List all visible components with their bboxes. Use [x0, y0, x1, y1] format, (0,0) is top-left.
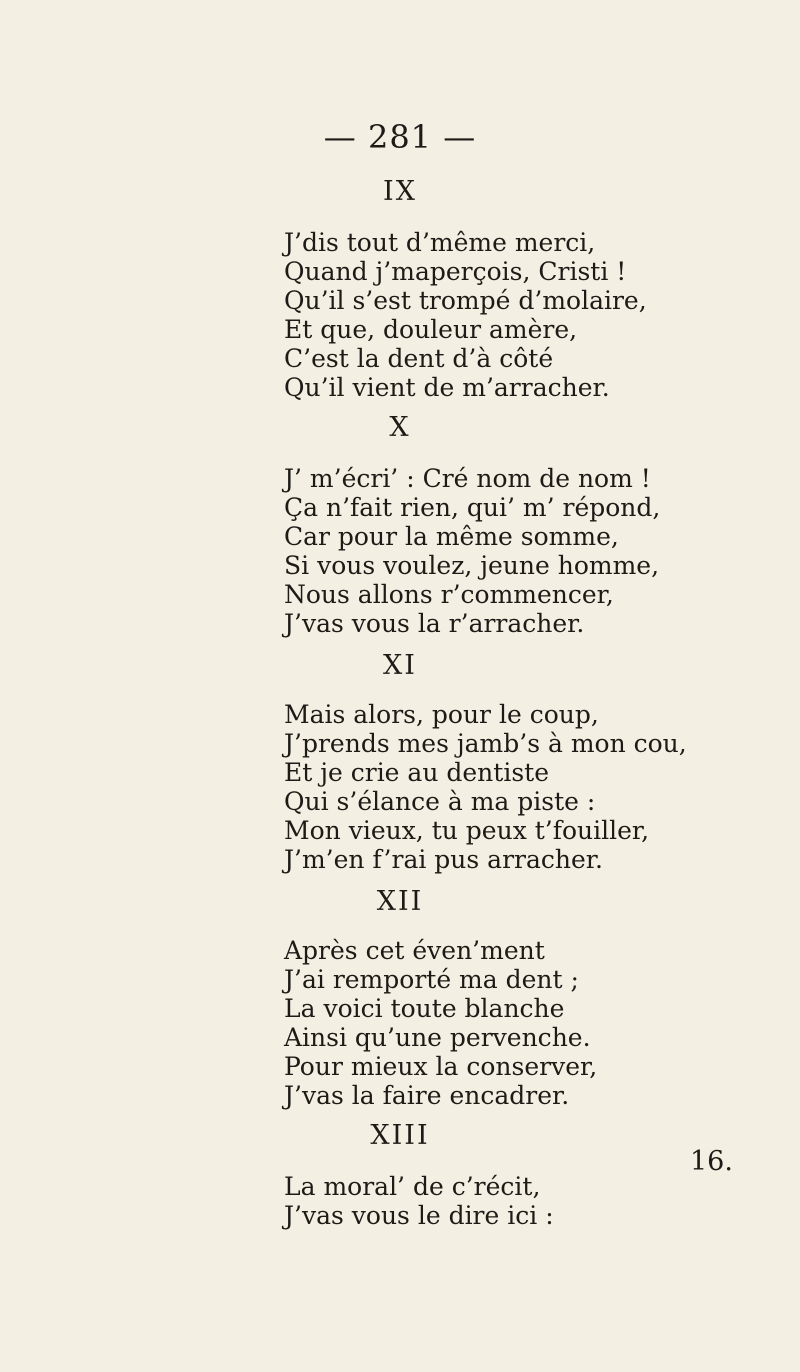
verse-line: Mais alors, pour le coup,	[284, 700, 599, 729]
verse-line: Si vous voulez, jeune homme,	[284, 551, 660, 580]
page-number: — 281 —	[323, 118, 477, 156]
stanza-x	[284, 464, 724, 638]
verse-line: J’dis tout d’même merci,	[284, 228, 596, 257]
verse-line: J’vas la faire encadrer.	[284, 1081, 570, 1110]
stanza-heading-xi: XI	[383, 650, 417, 681]
verse-line: Nous allons r’commencer,	[284, 580, 614, 609]
stanza-heading-xii: XII	[376, 886, 424, 917]
stanza-heading-x: X	[389, 412, 411, 443]
verse-line: Ainsi qu’une pervenche.	[284, 1023, 591, 1052]
verse-line: Pour mieux la conserver,	[284, 1052, 598, 1081]
verse-line: J’vas vous le dire ici :	[284, 1201, 554, 1230]
stanza-xi	[284, 700, 724, 874]
verse-line: J’m’en f’rai pus arracher.	[284, 845, 603, 874]
verse-line: Qu’il vient de m’arracher.	[284, 373, 610, 402]
verse-line: Mon vieux, tu peux t’fouiller,	[284, 816, 650, 845]
verse-line: J’ m’écri’ : Cré nom de nom !	[284, 464, 651, 493]
verse-line: Qui s’élance à ma piste :	[284, 787, 596, 816]
verse-line: Et je crie au dentiste	[284, 758, 549, 787]
verse-line: Car pour la même somme,	[284, 522, 619, 551]
signature-mark: 16.	[690, 1146, 733, 1177]
verse-line: J’vas vous la r’arracher.	[284, 609, 585, 638]
stanza-ix	[284, 228, 724, 402]
verse-line: J’prends mes jamb’s à mon cou,	[284, 729, 687, 758]
verse-line: La voici toute blanche	[284, 994, 565, 1023]
verse-line: Après cet éven’ment	[284, 936, 545, 965]
verse-line: Ça n’fait rien, qui’ m’ répond,	[284, 493, 661, 522]
stanza-heading-xiii: XIII	[370, 1120, 430, 1151]
stanza-heading-ix: IX	[383, 176, 417, 207]
verse-line: C’est la dent d’à côté	[284, 344, 554, 373]
stanza-xii	[284, 936, 724, 1110]
verse-line: Quand j’maperçois, Cristi !	[284, 257, 627, 286]
verse-line: La moral’ de c’récit,	[284, 1172, 541, 1201]
verse-line: Et que, douleur amère,	[284, 315, 578, 344]
verse-line: Qu’il s’est trompé d’molaire,	[284, 286, 647, 315]
verse-line: J’ai remporté ma dent ;	[284, 965, 579, 994]
stanza-xiii	[284, 1172, 724, 1230]
